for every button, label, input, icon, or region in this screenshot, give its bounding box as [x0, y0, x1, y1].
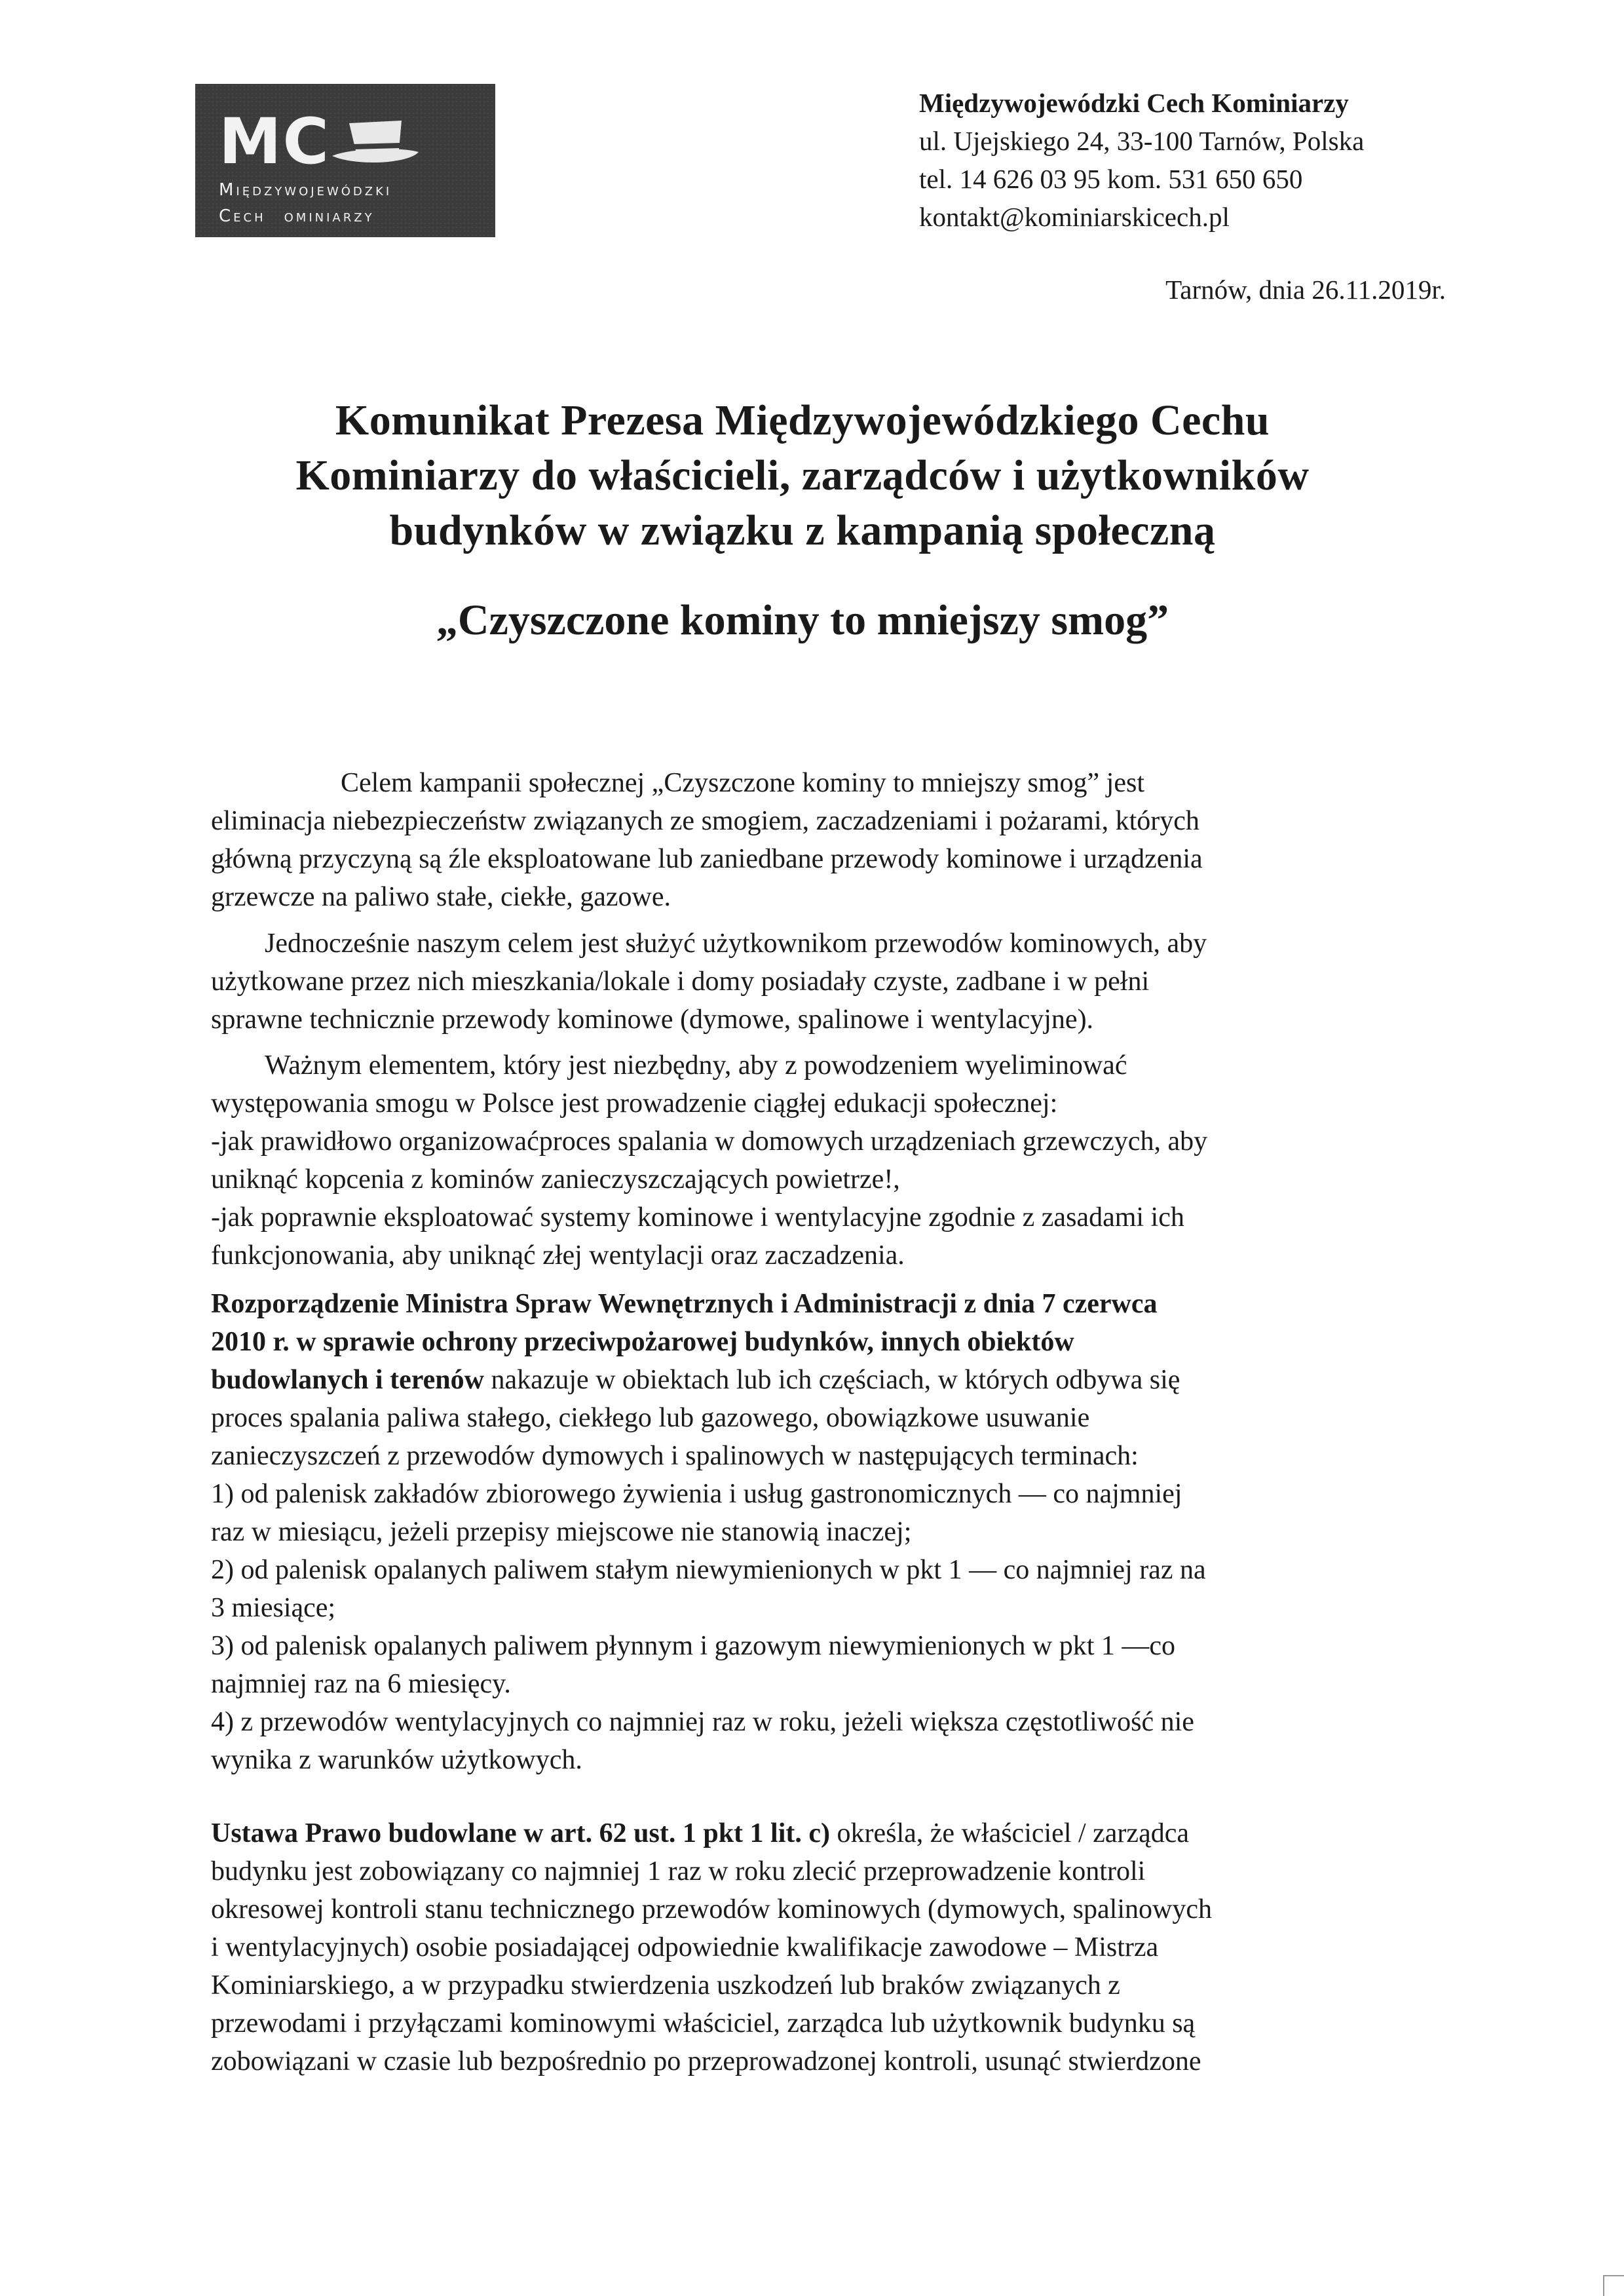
paragraph-objective: [211, 925, 1443, 1039]
text-line: 3 miesiące;: [211, 1593, 336, 1623]
text-line: Kominiarskiego, a w przypadku stwierdzenia uszkodzeń lub braków związanych z: [211, 1970, 1120, 2000]
scan-corner-mark: [1603, 2275, 1624, 2296]
guild-logo: [195, 84, 495, 237]
text-line: główną przyczyną są źle eksploatowane lub zaniedbane przewody kominowe i urządzenia: [211, 844, 1203, 874]
text-line: okresowej kontroli stanu technicznego przewodów kominowych (dymowych, spalinowych: [211, 1894, 1212, 1924]
title-line-1: Komunikat Prezesa Międzywojewódzkiego Cechu: [335, 396, 1270, 444]
text-line: [211, 1361, 1443, 1399]
list-item: 3) od palenisk opalanych paliwem płynnym i gazowym niewymienionych w pkt 1 —co: [211, 1631, 1176, 1661]
document-title: [183, 393, 1422, 558]
text-line: wynika z warunków użytkowych.: [211, 1745, 582, 1775]
text-line: -jak poprawnie eksploatować systemy kominowe i wentylacyjne zgodnie z zasadami ich: [211, 1202, 1184, 1233]
title-line-3: budynków w związku z kampanią społeczną: [389, 507, 1216, 554]
regulation-title-line-3: budowlanych i terenów: [211, 1365, 484, 1395]
text-line: występowania smogu w Polsce jest prowadzenie ciągłej edukacji społecznej:: [211, 1088, 1058, 1119]
list-item: 1) od palenisk zakładów zbiorowego żywienia i usług gastronomicznych — co najmniej: [211, 1479, 1182, 1509]
text-line: budynku jest zobowiązany co najmniej 1 raz w roku zlecić przeprowadzenie kontroli: [211, 1856, 1146, 1886]
paragraph-campaign-goal: [211, 764, 1443, 916]
text-line: Ważnym elementem, który jest niezbędny, aby z powodzeniem wyeliminować: [265, 1050, 1127, 1081]
logo-line-2-b: ominiarzy: [284, 206, 375, 226]
organization-name: Międzywojewódzki Cech Kominiarzy: [919, 88, 1349, 118]
law-reference: Ustawa Prawo budowlane w art. 62 ust. 1 pkt 1 lit. c): [211, 1818, 830, 1848]
text-line: najmniej raz na 6 miesięcy.: [211, 1669, 511, 1699]
text-line: sprawne technicznie przewody kominowe (dymowe, spalinowe i wentylacyjne).: [211, 1004, 1094, 1035]
paragraph-building-law: [211, 1814, 1443, 2080]
dateline: Tarnów, dnia 26.11.2019r.: [1165, 275, 1446, 305]
text-line: raz w miesiącu, jeżeli przepisy miejscowe nie stanowią inaczej;: [211, 1517, 912, 1547]
organization-address: ul. Ujejskiego 24, 33-100 Tarnów, Polska: [919, 126, 1365, 156]
text-line: użytkowane przez nich mieszkania/lokale i domy posiadały czyste, zadbane i w pełni: [211, 966, 1150, 997]
paragraph-education: [211, 1046, 1443, 1274]
text-line: uniknąć kopcenia z kominów zanieczyszczających powietrze!,: [211, 1164, 900, 1195]
text-line: grzewcze na paliwo stałe, ciekłe, gazowe.: [211, 882, 671, 912]
regulation-title-line-2: 2010 r. w sprawie ochrony przeciwpożarowej budynków, innych obiektów: [211, 1327, 1074, 1357]
list-item: 2) od palenisk opalanych paliwem stałym niewymienionych w pkt 1 — co najmniej raz na: [211, 1555, 1206, 1585]
text-fragment: nakazuje w obiektach lub ich częściach, w których odbywa się: [483, 1365, 1180, 1395]
text-line: i wentylacyjnych) osobie posiadającej odpowiednie kwalifikacje zawodowe – Mistrza: [211, 1932, 1159, 1962]
organization-phone: tel. 14 626 03 95 kom. 531 650 650: [919, 164, 1303, 194]
organization-email: kontakt@kominiarskicech.pl: [919, 202, 1230, 232]
letterhead: [919, 84, 1364, 236]
text-line: [211, 1814, 1443, 1852]
paragraph-regulation: [211, 1285, 1443, 1779]
title-line-2: Kominiarzy do właścicieli, zarządców i użytkowników: [295, 451, 1310, 499]
text-line: zanieczyszczeń z przewodów dymowych i spalinowych w następujących terminach:: [211, 1441, 1139, 1471]
text-line: proces spalania paliwa stałego, ciekłego lub gazowego, obowiązkowe usuwanie: [211, 1403, 1090, 1433]
list-item: 4) z przewodów wentylacyjnych co najmniej raz w roku, jeżeli większa częstotliwość nie: [211, 1707, 1194, 1737]
text-fragment: określa, że właściciel / zarządca: [830, 1818, 1189, 1848]
text-line: zobowiązani w czasie lub bezpośrednio po przeprowadzonej kontroli, usunąć stwierdzone: [211, 2046, 1201, 2076]
regulation-title-line-1: Rozporządzenie Ministra Spraw Wewnętrznych i Administracji z dnia 7 czerwca: [211, 1289, 1158, 1319]
text-line: eliminacja niebezpieczeństw związanych ze smogiem, zaczadzeniami i pożarami, których: [211, 806, 1199, 836]
campaign-name: „Czyszczone kominy to mniejszy smog”: [436, 596, 1169, 644]
text-line: Celem kampanii społecznej „Czyszczone kominy to mniejszy smog” jest: [341, 768, 1145, 798]
logo-line-2-a: Cech: [219, 206, 266, 226]
text-line: -jak prawidłowo organizowaćproces spalania w domowych urządzeniach grzewczych, aby: [211, 1126, 1208, 1157]
logo-mc-text: MC: [219, 105, 330, 178]
logo-line-1: Międzywojewódzki: [219, 180, 392, 200]
top-hat-icon: [330, 118, 421, 169]
text-line: Jednocześnie naszym celem jest służyć użytkownikom przewodów kominowych, aby: [265, 928, 1207, 959]
logo-line-2: [219, 206, 375, 226]
text-line: funkcjonowania, aby uniknąć złej wentylacji oraz zaczadzenia.: [211, 1240, 905, 1271]
text-line: przewodami i przyłączami kominowymi właściciel, zarządca lub użytkownik budynku są: [211, 2008, 1196, 2038]
